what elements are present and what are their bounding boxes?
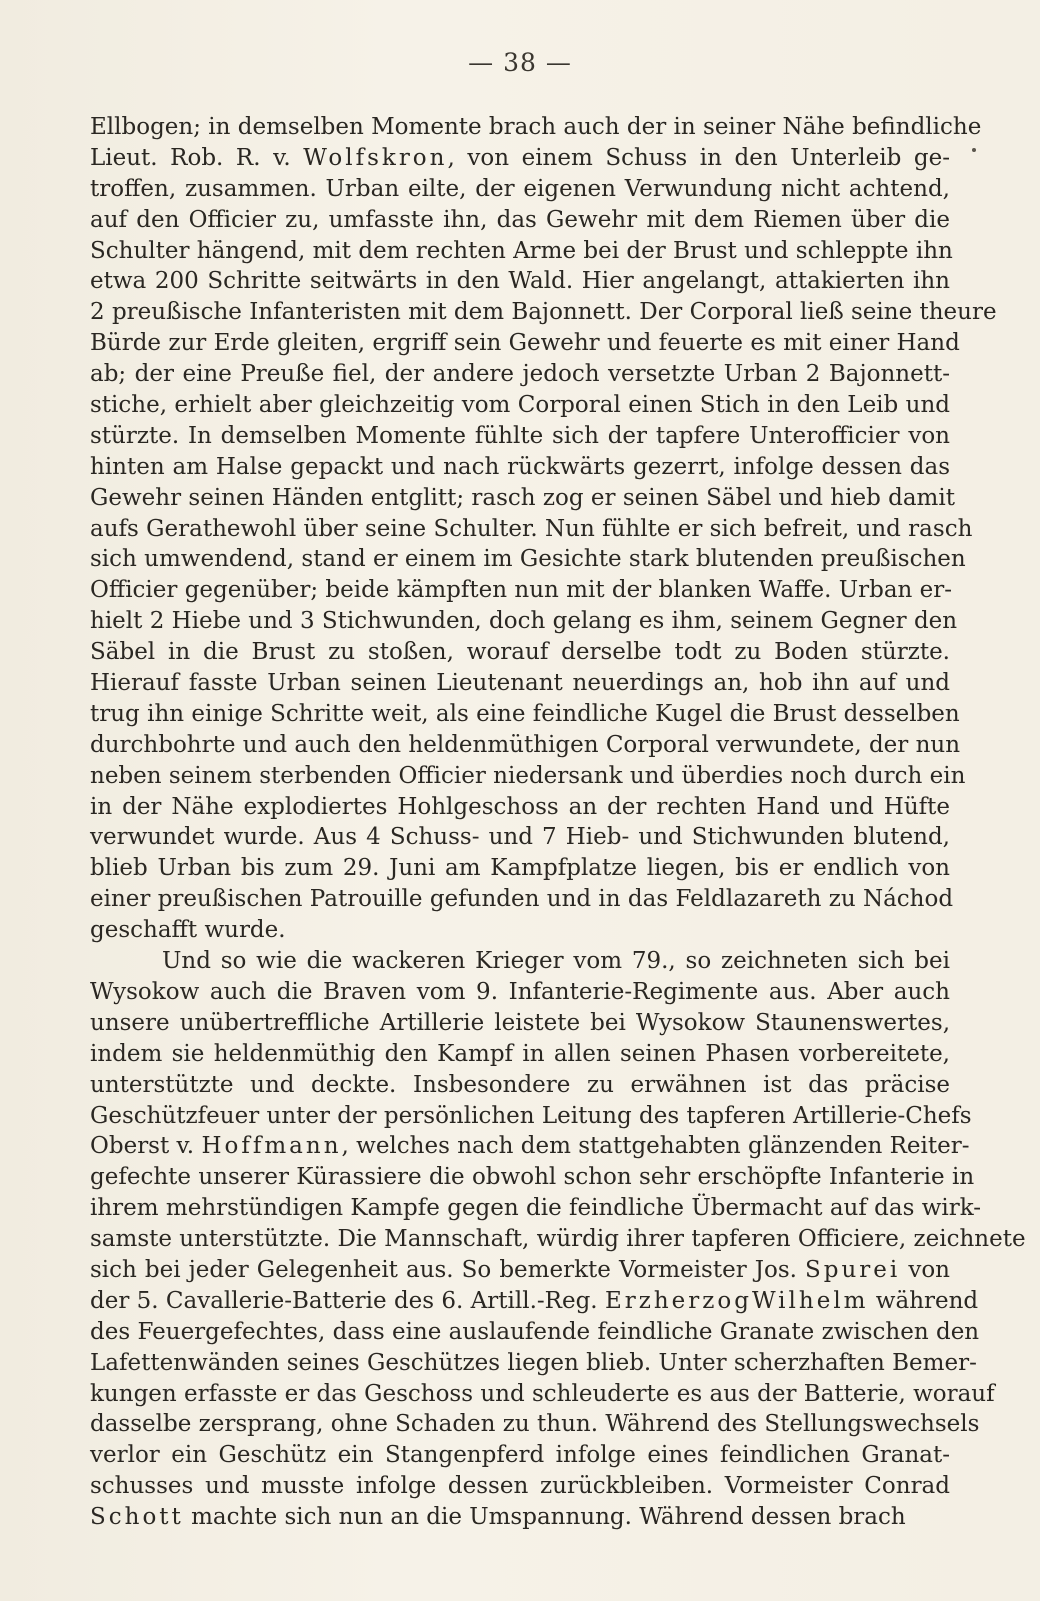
line-text: verwundet wurde. Aus 4 Schuss- und 7 Hieb- und Stichwunden blutend,	[90, 824, 950, 851]
text-line	[90, 266, 950, 297]
text-line	[90, 637, 950, 668]
line-text: stiche, erhielt aber gleichzeitig vom Corporal einen Stich in den Leib und	[90, 392, 950, 419]
text-line	[90, 514, 973, 545]
line-text: troffen, zusammen. Urban eilte, der eigenen Verwundung nicht achtend,	[90, 175, 950, 202]
text-line	[90, 1224, 1026, 1255]
line-text: ab; der eine Preuße fiel, der andere jedoch versetzte Urban 2 Bajonnett-	[90, 361, 950, 388]
line-text: etwa 200 Schritte seitwärts in den Wald. Hier angelangt, attakierten ihn	[90, 268, 950, 295]
line-text: blieb Urban bis zum 29. Juni am Kampfplatze liegen, bis er endlich von	[90, 855, 950, 882]
body-text	[90, 112, 1026, 1533]
text-line	[90, 328, 960, 359]
margin-mark	[972, 148, 976, 152]
spaced-name: Wolfskron	[303, 144, 448, 171]
text-line	[90, 1008, 950, 1039]
text-line	[90, 1101, 972, 1132]
line-text: des Feuergefechtes, dass eine auslaufende feindliche Granate zwischen den	[90, 1318, 980, 1345]
text-line	[90, 421, 950, 452]
line-text: trug ihn einige Schritte weit, als eine feindliche Kugel die Brust desselben	[90, 700, 960, 727]
line-text: von	[900, 1256, 950, 1283]
text-line	[90, 606, 958, 637]
line-text: 2 preußische Infanteristen mit dem Bajonnett. Der Corporal ließ seine theure	[90, 299, 997, 326]
line-text: neben seinem sterbenden Officier niedersank und überdies noch durch ein	[90, 762, 966, 789]
text-line	[90, 915, 950, 946]
text-line	[90, 205, 950, 236]
line-text: sich umwendend, stand er einem im Gesichte stark blutenden preußischen	[90, 546, 966, 573]
line-text: Gewehr seinen Händen entglitt; rasch zog er seinen Säbel und hieb damit	[90, 484, 955, 511]
line-text: auf den Officier zu, umfasste ihn, das Gewehr mit dem Riemen über die	[90, 206, 950, 233]
text-line	[90, 822, 950, 853]
text-line	[90, 730, 961, 761]
line-text: verlor ein Geschütz ein Stangenpferd infolge eines feindlichen Granat-	[90, 1442, 950, 1469]
line-text: , von einem Schuss in den Unterleib ge-	[447, 144, 950, 171]
line-text: Säbel in die Brust zu stoßen, worauf derselbe todt zu Boden stürzte.	[90, 639, 950, 666]
text-line	[90, 390, 950, 421]
line-text: Lieut. Rob. R. v.	[90, 144, 304, 171]
line-text: Geschützfeuer unter der persönlichen Leitung des tapferen Artillerie-Chefs	[90, 1102, 972, 1129]
text-line	[90, 1131, 970, 1162]
line-text: Und so wie die wackeren Krieger vom 79., so zeichneten sich bei	[162, 948, 950, 975]
line-text: während	[868, 1287, 979, 1314]
line-text: indem sie heldenmüthig den Kampf in allen seinen Phasen vorbereitete,	[90, 1040, 950, 1067]
text-line	[90, 483, 955, 514]
line-text: in der Nähe explodiertes Hohlgeschoss an der rechten Hand und Hüfte	[90, 793, 950, 820]
text-line	[90, 1039, 950, 1070]
text-line	[90, 1409, 980, 1440]
line-text: Oberst v.	[90, 1133, 202, 1160]
text-line	[90, 575, 953, 606]
line-text: dasselbe zersprang, ohne Schaden zu thun. Während des Stellungswechsels	[90, 1411, 980, 1438]
line-text: Bürde zur Erde gleiten, ergriff sein Gewehr und feuerte es mit einer Hand	[90, 330, 960, 357]
line-text: Schulter hängend, mit dem rechten Arme bei der Brust und schleppte ihn	[90, 237, 953, 264]
line-text: sich bei jeder Gelegenheit aus. So bemerkte Vormeister Jos.	[90, 1256, 806, 1283]
text-line	[90, 1317, 980, 1348]
line-text: machte sich nun an die Umspannung. Während dessen brach	[183, 1504, 906, 1531]
text-line	[90, 1348, 977, 1379]
text-line	[90, 853, 950, 884]
line-text: der 5. Cavallerie-Batterie des 6. Artill.-Reg.	[90, 1287, 605, 1314]
text-line	[90, 174, 950, 205]
line-text: Hierauf fasste Urban seinen Lieutenant neuerdings an, hob ihn auf und	[90, 670, 950, 697]
line-text: unterstützte und deckte. Insbesondere zu erwähnen ist das präcise	[90, 1071, 950, 1098]
line-text: Lafettenwänden seines Geschützes liegen blieb. Unter scherzhaften Bemer-	[90, 1349, 977, 1376]
line-text: unsere unübertreffliche Artillerie leistete bei Wysokow Staunenswertes,	[90, 1009, 950, 1036]
text-line	[90, 699, 960, 730]
text-line	[90, 544, 966, 575]
line-text: schusses und musste infolge dessen zurückbleiben. Vormeister Conrad	[90, 1473, 950, 1500]
spaced-name: ErzherzogWilhelm	[604, 1287, 869, 1314]
text-line	[90, 1286, 979, 1317]
page-number: — 38 —	[468, 48, 572, 77]
text-line	[90, 792, 950, 823]
line-text: hinten am Halse gepackt und nach rückwärts gezerrt, infolge dessen das	[90, 453, 950, 480]
line-text: aufs Gerathewohl über seine Schulter. Nun fühlte er sich befreit, und rasch	[90, 515, 973, 542]
text-line	[90, 236, 953, 267]
text-line	[90, 1193, 982, 1224]
text-line	[90, 452, 950, 483]
line-text: ihrem mehrstündigen Kampfe gegen die feindliche Übermacht auf das wirk-	[90, 1195, 982, 1222]
text-line	[90, 1255, 950, 1286]
line-text: kungen erfasste er das Geschoss und schleuderte es aus der Batterie, worauf	[90, 1380, 995, 1407]
line-text: hielt 2 Hiebe und 3 Stichwunden, doch gelang es ihm, seinem Gegner den	[90, 608, 958, 635]
text-line	[90, 761, 966, 792]
line-text: gefechte unserer Kürassiere die obwohl schon sehr erschöpfte Infanterie in	[90, 1164, 975, 1191]
line-text: samste unterstützte. Die Mannschaft, würdig ihrer tapferen Officiere, zeichnete	[90, 1226, 1026, 1253]
line-text: Ellbogen; in demselben Momente brach auch der in seiner Nähe befindliche	[90, 114, 982, 140]
spaced-name: Hoffmann	[201, 1133, 342, 1160]
text-line	[90, 977, 950, 1008]
line-text: stürzte. In demselben Momente fühlte sich der tapfere Unterofficier von	[90, 422, 950, 449]
line-text: , welches nach dem stattgehabten glänzenden Reiter-	[341, 1133, 970, 1160]
line-text: einer preußischen Patrouille gefunden und in das Feldlazareth zu Náchod	[90, 886, 954, 913]
text-line	[90, 1502, 950, 1533]
text-line	[90, 668, 950, 699]
line-text: Wysokow auch die Braven vom 9. Infanterie-Regimente aus. Aber auch	[90, 978, 950, 1005]
text-line	[90, 143, 950, 174]
text-line	[90, 112, 982, 143]
text-line	[90, 297, 997, 328]
line-text: Officier gegenüber; beide kämpften nun mit der blanken Waffe. Urban er-	[90, 577, 953, 604]
text-line	[90, 359, 950, 390]
text-line	[90, 1440, 950, 1471]
text-line	[90, 884, 954, 915]
text-line	[90, 1379, 995, 1410]
text-line	[90, 1471, 950, 1502]
line-text: geschafft wurde.	[90, 917, 286, 944]
text-line	[90, 1070, 950, 1101]
text-line	[90, 1162, 975, 1193]
text-line	[90, 946, 950, 977]
spaced-name: Schott	[90, 1504, 184, 1531]
spaced-name: Spurei	[805, 1256, 901, 1283]
line-text: durchbohrte und auch den heldenmüthigen Corporal verwundete, der nun	[90, 731, 961, 758]
